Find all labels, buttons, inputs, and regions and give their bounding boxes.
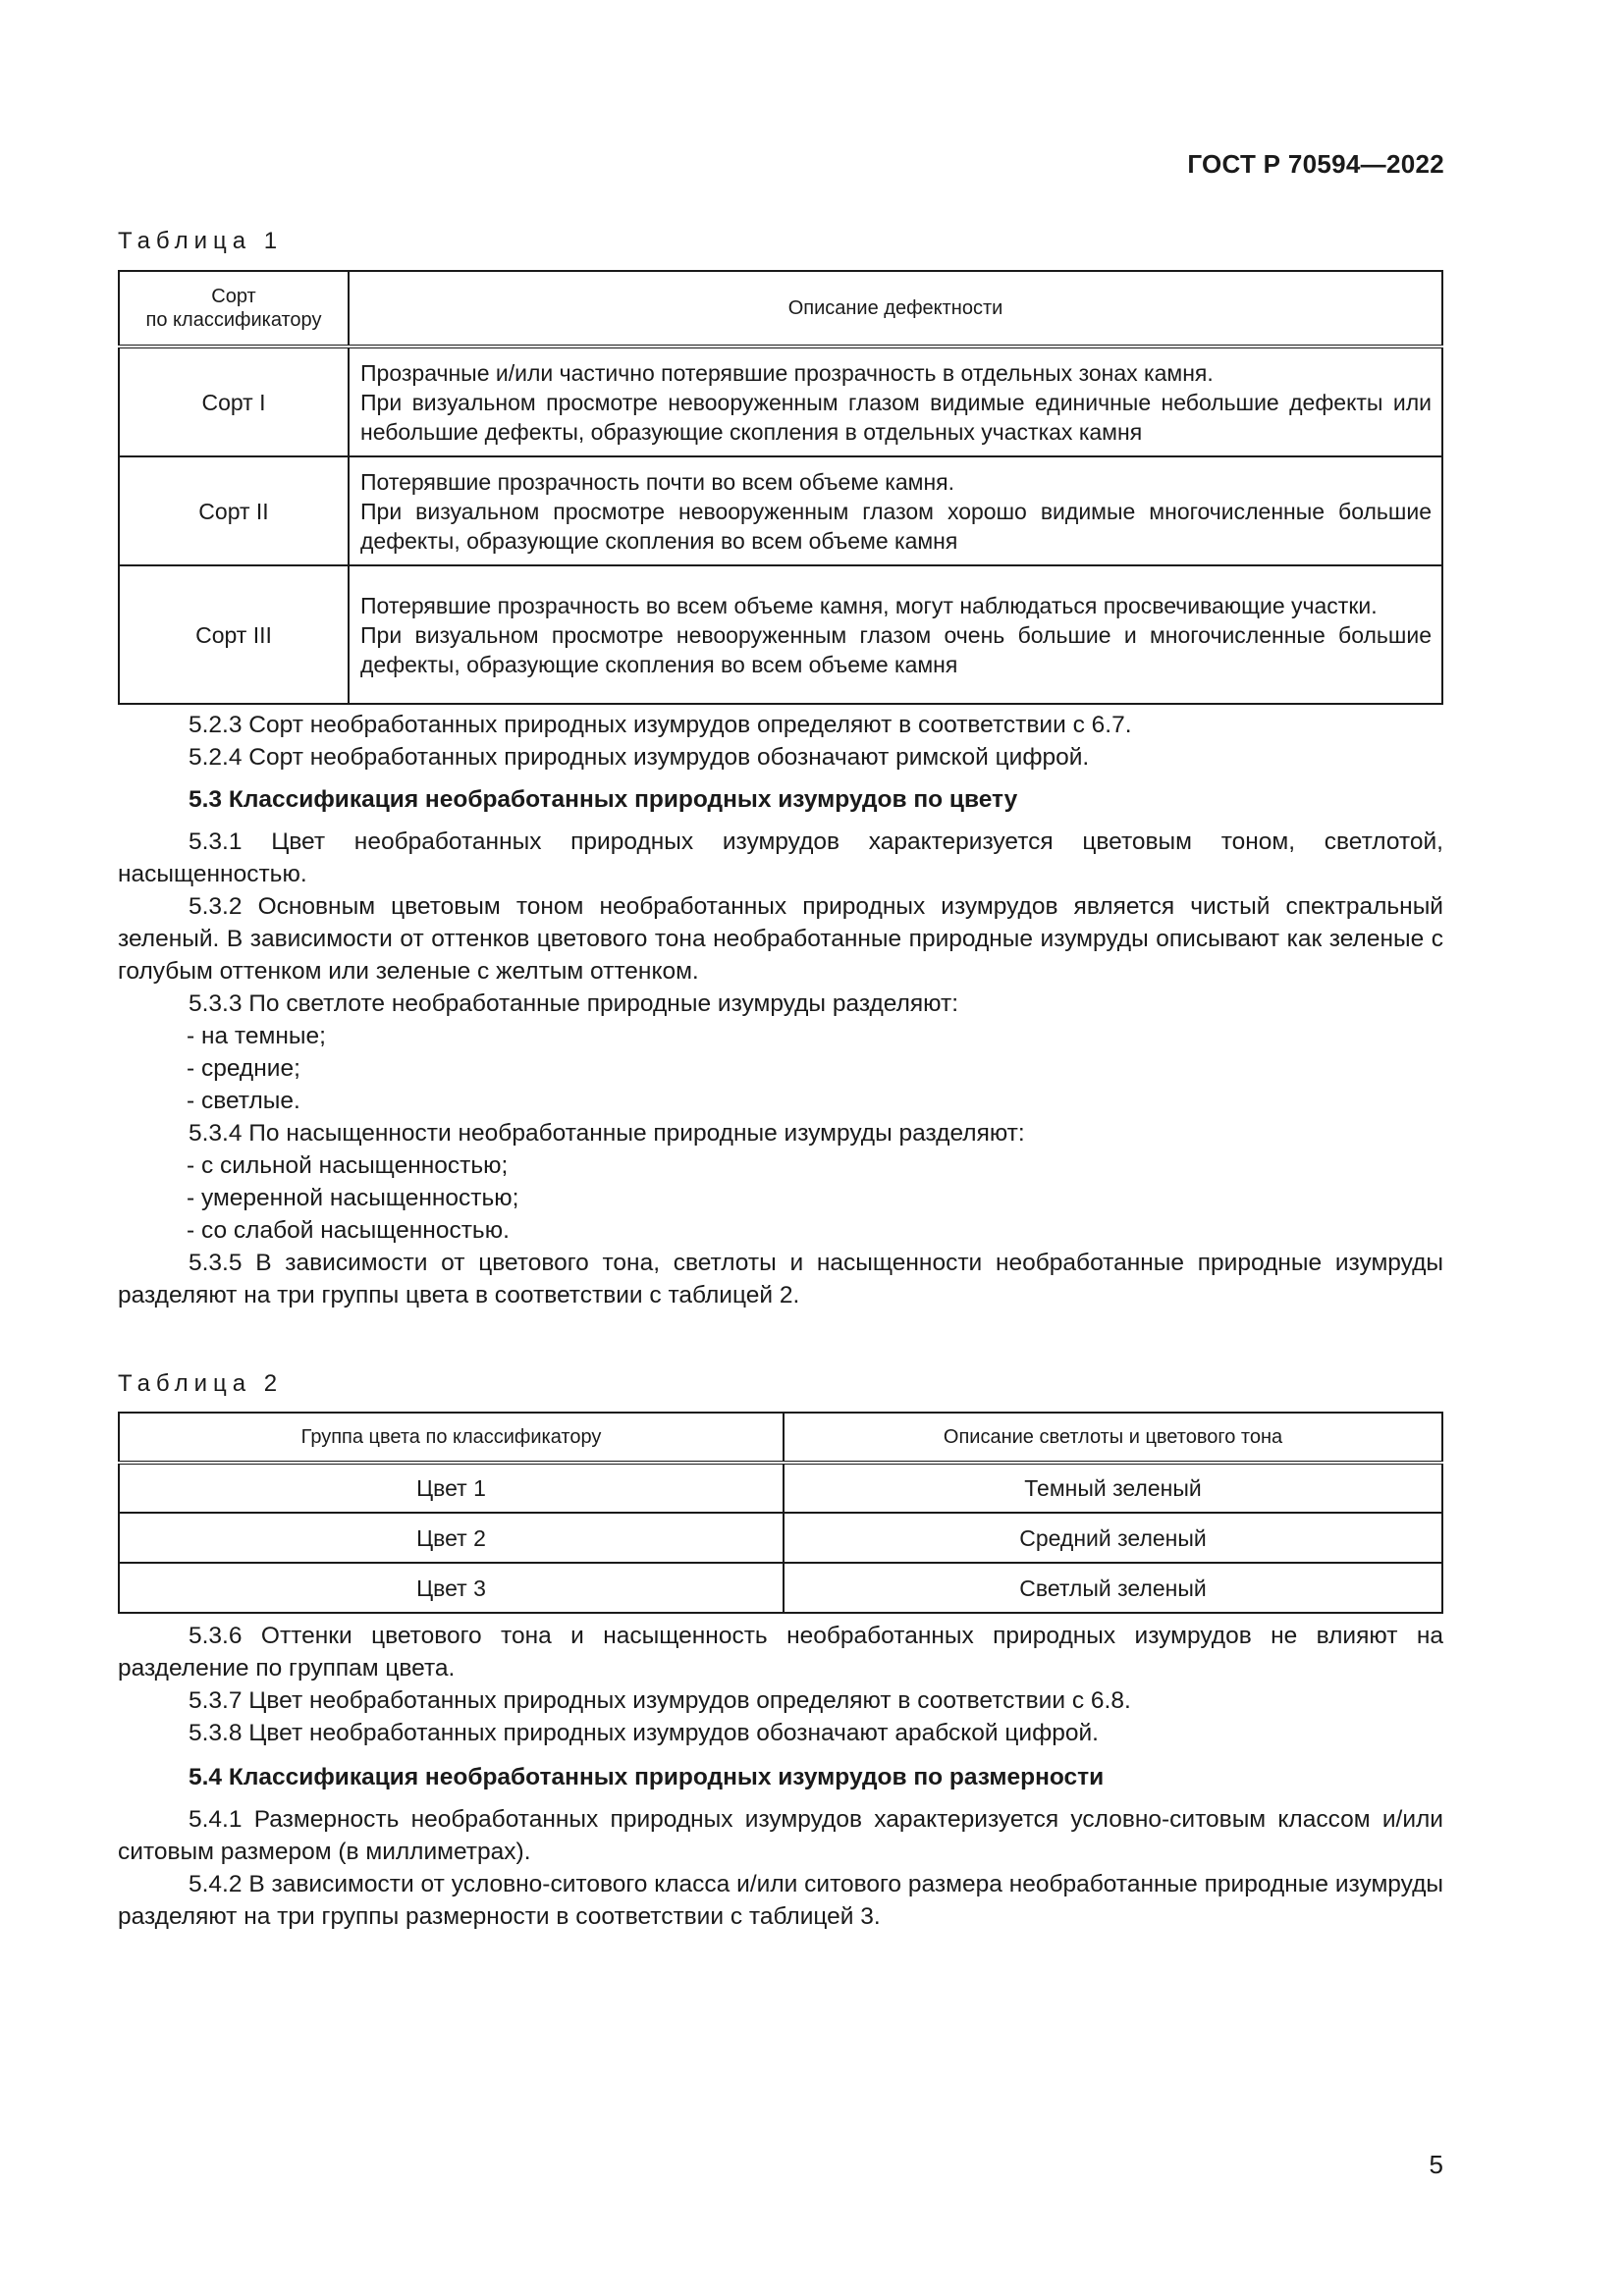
table2-group: Цвет 1 [119,1463,784,1513]
list-item: - умеренной насыщенностью; [187,1185,519,1211]
paragraph-5-3-4: 5.3.4 По насыщенности необработанные природные изумруды разделяют: [189,1120,1025,1147]
paragraph-5-3-1: 5.3.1 Цвет необработанных природных изумрудов характеризуется цветовым тоном, светлотой, насыщенностью. [118,828,1443,887]
paragraph-5-4-2: 5.4.2 В зависимости от условно-ситового класса и/или ситового размера необработанные природные изумруды разделяют на три группы размерности в соответствии с таблицей 3. [118,1871,1443,1930]
table2-col2-header: Описание светлоты и цветового тона [784,1413,1442,1463]
table-row [119,1563,1442,1613]
heading-5-3: 5.3 Классификация необработанных природных изумрудов по цвету [189,786,1018,813]
paragraph-5-3-7: 5.3.7 Цвет необработанных природных изумрудов определяют в соответствии с 6.8. [189,1687,1131,1714]
table1-description-line: Прозрачные и/или частично потерявшие прозрачность в отдельных зонах камня. [360,360,1214,386]
table1-grade: Сорт I [119,347,349,456]
heading-5-4: 5.4 Классификация необработанных природных изумрудов по размерности [189,1764,1105,1790]
table2-group: Цвет 2 [119,1513,784,1563]
paragraph-5-2-4: 5.2.4 Сорт необработанных природных изумрудов обозначают римской цифрой. [189,744,1090,771]
table2-desc: Темный зеленый [784,1463,1442,1513]
section-5-2-5-3 [118,709,1443,1311]
table1-description [349,347,1442,456]
table-row [119,347,1442,456]
paragraph-5-4-1: 5.4.1 Размерность необработанных природных изумрудов характеризуется условно-ситовым классом и/или ситовым размером (в миллиметрах). [118,1806,1443,1865]
paragraph-5-2-3: 5.2.3 Сорт необработанных природных изумрудов определяют в соответствии с 6.7. [189,712,1132,738]
list-item: - светлые. [187,1088,300,1114]
table1-description [349,565,1442,704]
table-row [119,565,1442,704]
section-5-3-5-4 [118,1620,1443,1933]
paragraph-5-3-3: 5.3.3 По светлоте необработанные природные изумруды разделяют: [189,990,959,1017]
table2-desc: Светлый зеленый [784,1563,1442,1613]
table2-caption: Таблица 2 [118,1370,284,1397]
table1-description-line: При визуальном просмотре невооруженным глазом хорошо видимые многочисленные большие дефекты, образующие скопления во всем объеме камня [360,499,1432,554]
table1-description-line: Потерявшие прозрачность почти во всем объеме камня. [360,469,955,495]
table1-description-line: При визуальном просмотре невооруженным глазом видимые единичные небольшие дефекты или небольшие дефекты, образующие скопления в отдельных участках камня [360,390,1432,445]
page-number: 5 [1429,2150,1443,2179]
table2 [118,1412,1443,1614]
paragraph-5-3-2: 5.3.2 Основным цветовым тоном необработанных природных изумрудов является чистый спектральный зеленый. В зависимости от оттенков цветового тона необработанные природные изумруды описывают как зеленые с голубым оттенком или зеленые с желтым оттенком. [118,893,1443,985]
table1-grade: Сорт II [119,456,349,565]
table2-group: Цвет 3 [119,1563,784,1613]
table-row [119,1463,1442,1513]
table1-col1-header: Сорт по классификатору [119,271,349,347]
table1-description [349,456,1442,565]
table1-col2-header: Описание дефектности [349,271,1442,347]
table-row [119,1513,1442,1563]
table2-desc: Средний зеленый [784,1513,1442,1563]
paragraph-5-3-5: 5.3.5 В зависимости от цветового тона, светлоты и насыщенности необработанные природные изумруды разделяют на три группы цвета в соответствии с таблицей 2. [118,1250,1443,1308]
table2-col1-header: Группа цвета по классификатору [119,1413,784,1463]
table1-header-row [119,271,1442,347]
table-row [119,456,1442,565]
paragraph-5-3-6: 5.3.6 Оттенки цветового тона и насыщенность необработанных природных изумрудов не влияют на разделение по группам цвета. [118,1623,1443,1682]
paragraph-5-3-8: 5.3.8 Цвет необработанных природных изумрудов обозначают арабской цифрой. [189,1720,1099,1746]
table1-caption: Таблица 1 [118,228,284,254]
table1 [118,270,1443,705]
list-item: - со слабой насыщенностью. [187,1217,510,1244]
document-code: ГОСТ Р 70594—2022 [1187,149,1444,179]
table1-description-line: При визуальном просмотре невооруженным глазом очень большие и многочисленные большие дефекты, образующие скопления во всем объеме камня [360,622,1432,677]
table2-header-row [119,1413,1442,1463]
table1-grade: Сорт III [119,565,349,704]
list-item: - с сильной насыщенностью; [187,1152,509,1179]
list-item: - средние; [187,1055,300,1082]
list-item: - на темные; [187,1023,326,1049]
table1-description-line: Потерявшие прозрачность во всем объеме камня, могут наблюдаться просвечивающие участки. [360,593,1378,618]
